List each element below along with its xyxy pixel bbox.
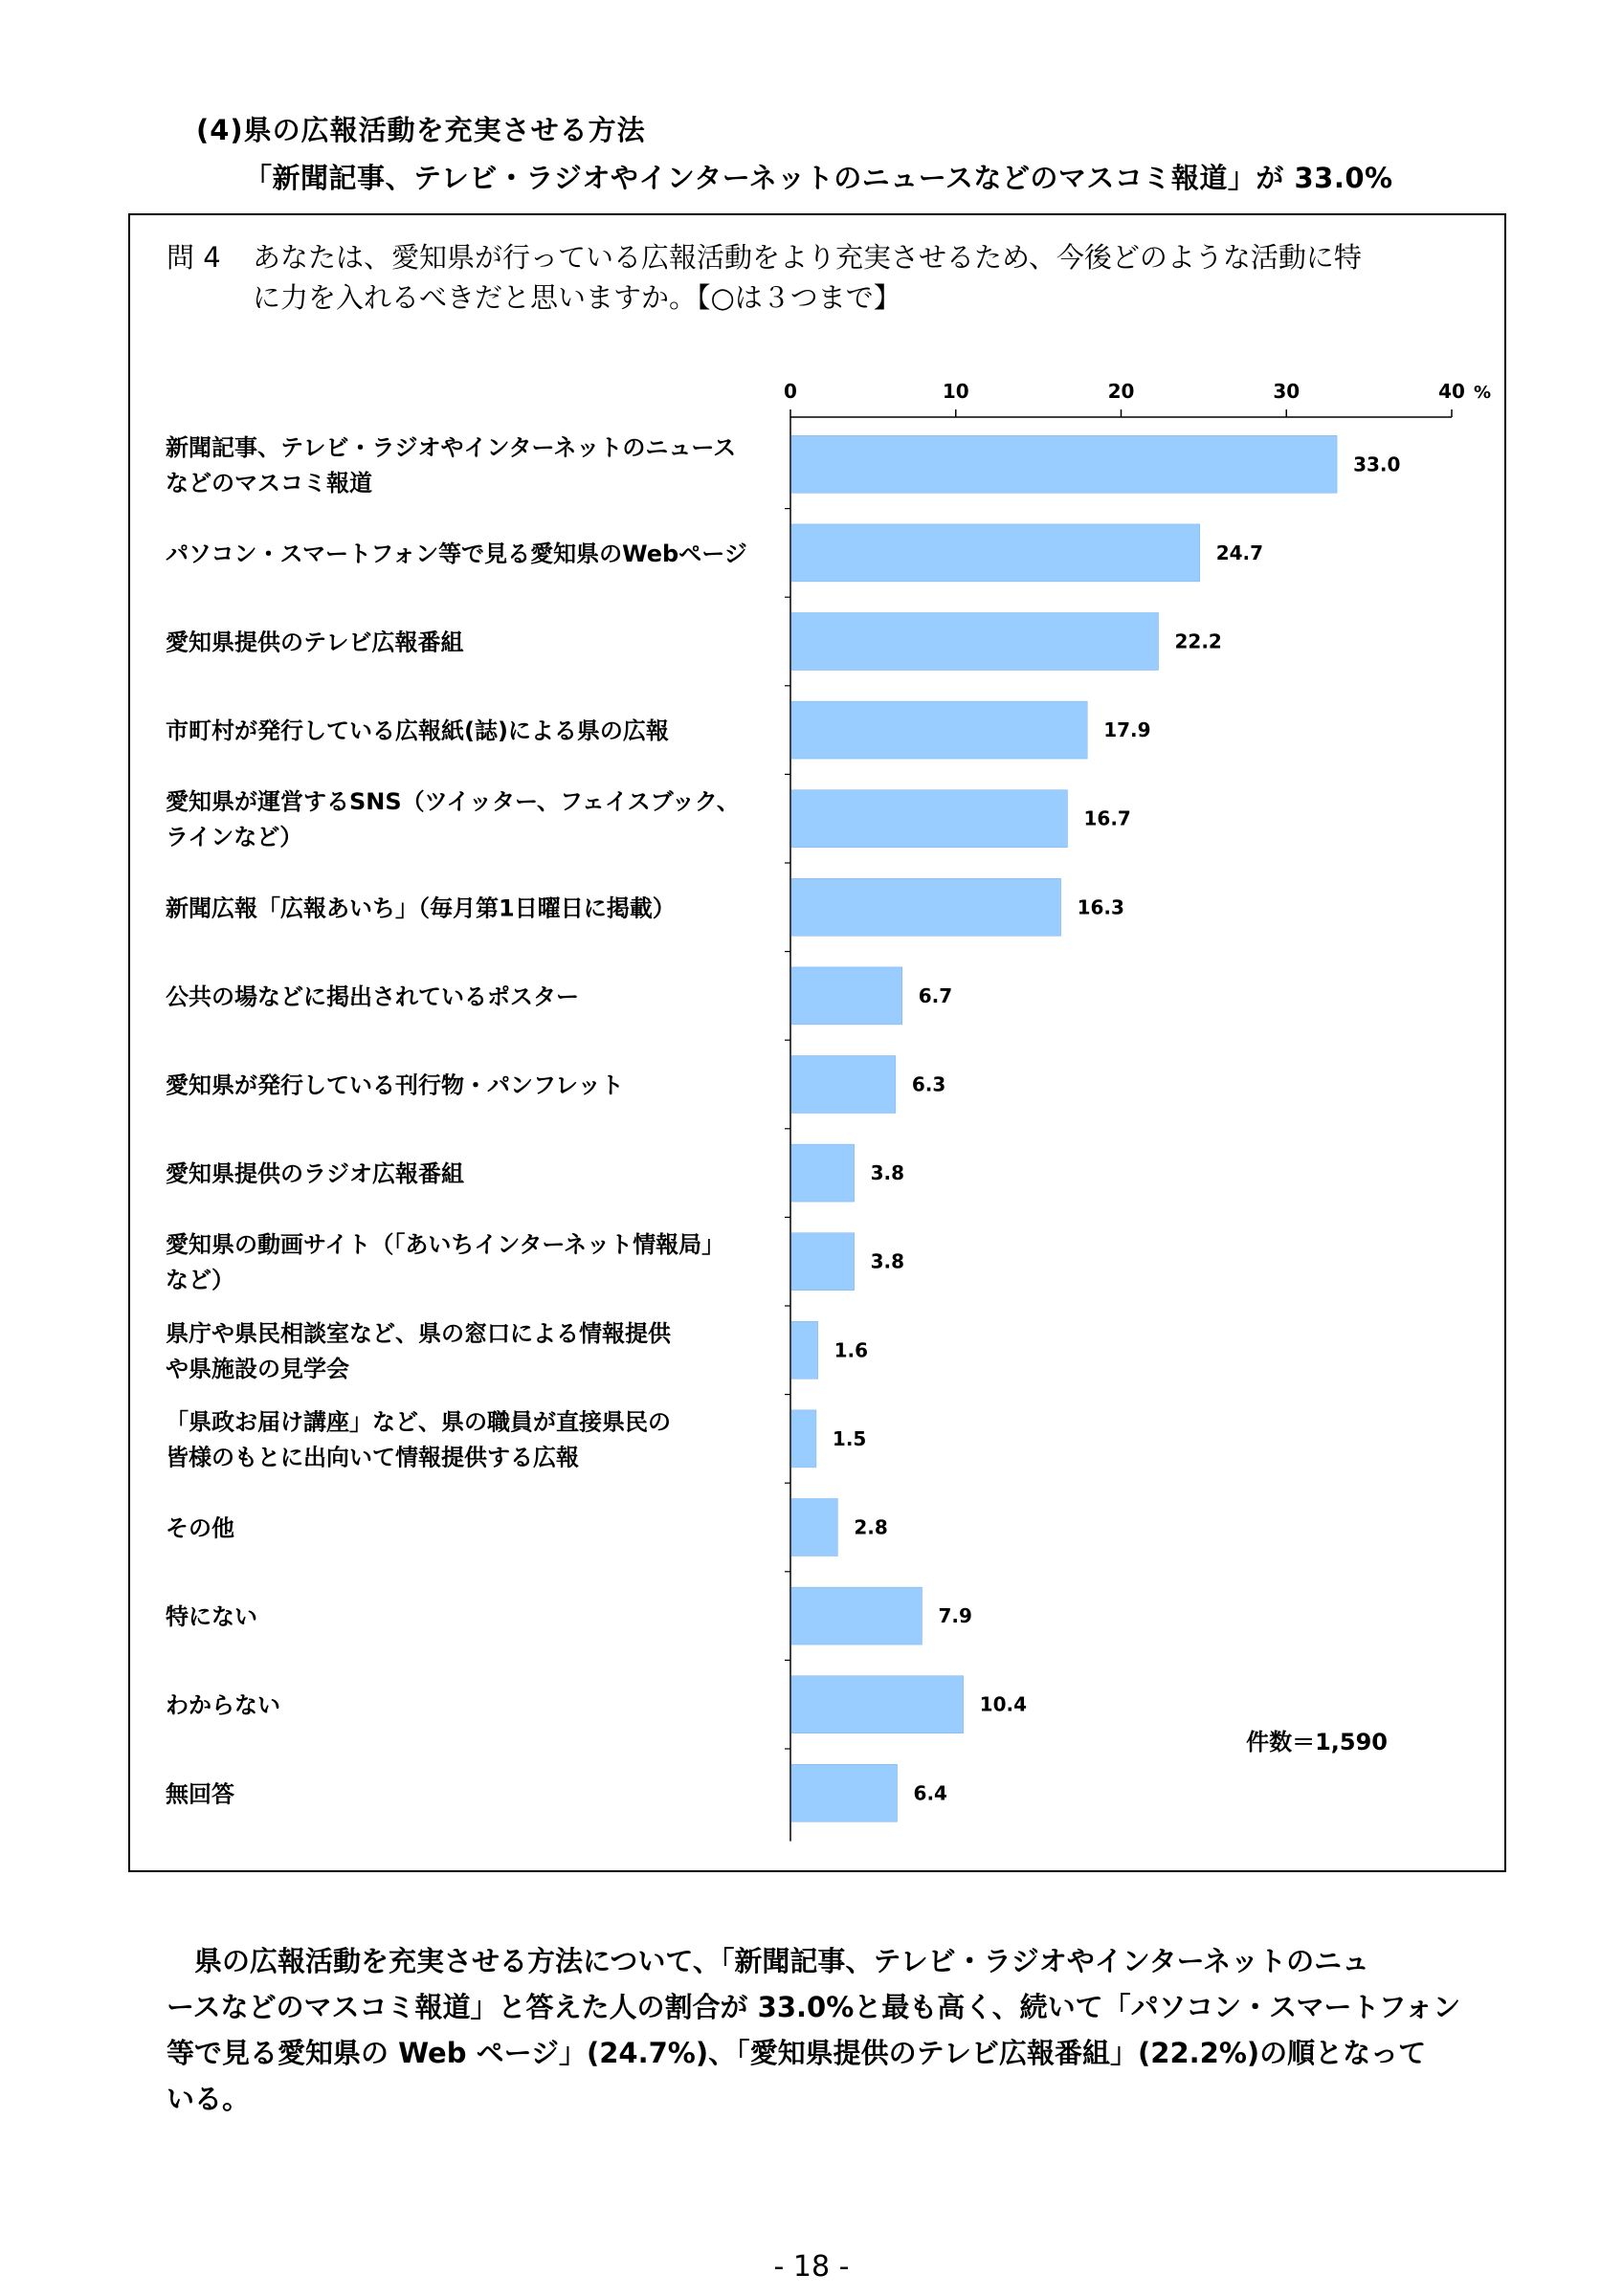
data-label: 6.7 <box>918 983 953 1007</box>
bar <box>791 435 1337 493</box>
bar <box>791 1410 816 1468</box>
question-line-1: あなたは、愛知県が行っている広報活動をより充実させるため、今後どのような活動に特 <box>253 241 1362 274</box>
category-label: 公共の場などに掲出されているポスター <box>166 982 579 1010</box>
data-label: 22.2 <box>1174 629 1222 653</box>
data-label: 16.7 <box>1083 806 1131 830</box>
bar <box>791 1144 855 1202</box>
category-label: 愛知県が発行している刊行物・パンフレット <box>166 1071 624 1099</box>
bar <box>791 701 1087 759</box>
data-label: 33.0 <box>1353 453 1401 476</box>
data-label: 6.4 <box>913 1781 947 1805</box>
data-label: 1.5 <box>832 1426 867 1450</box>
question-number: 問 4 <box>167 241 221 274</box>
category-label: などのマスコミ報道 <box>166 469 372 497</box>
bar <box>791 1056 896 1114</box>
category-label: や県施設の見学会 <box>166 1355 349 1382</box>
bar <box>791 1321 818 1379</box>
bar <box>791 1676 964 1733</box>
category-label: 「県政お届け講座」など、県の職員が直接県民の <box>166 1408 671 1436</box>
data-label: 6.3 <box>911 1072 946 1096</box>
x-tick-label: 40 <box>1438 380 1465 403</box>
x-tick-label: 30 <box>1273 380 1301 403</box>
category-label: 愛知県提供のテレビ広報番組 <box>166 629 464 656</box>
data-label: 17.9 <box>1103 718 1151 742</box>
data-label: 10.4 <box>979 1692 1028 1716</box>
x-tick-label: 20 <box>1107 380 1135 403</box>
bar <box>791 1764 898 1821</box>
category-label: など） <box>166 1267 234 1294</box>
data-label: 3.8 <box>870 1161 905 1185</box>
sample-size-note: 件数＝1,590 <box>1246 1729 1388 1755</box>
bar <box>791 878 1061 936</box>
category-label: その他 <box>166 1514 234 1542</box>
bar <box>791 790 1067 848</box>
category-label: パソコン・スマートフォン等で見る愛知県のWebページ <box>166 540 747 567</box>
category-label: 特にない <box>166 1603 257 1631</box>
data-label: 3.8 <box>870 1249 905 1273</box>
bar <box>791 1233 855 1291</box>
category-label: ラインなど） <box>166 824 303 851</box>
x-tick-label: 10 <box>942 380 969 403</box>
section-title: (4)県の広報活動を充実させる方法 <box>196 114 646 146</box>
page-number: - 18 - <box>773 2250 850 2284</box>
category-label: 愛知県の動画サイト（「あいちインターネット情報局」 <box>166 1231 725 1259</box>
x-axis-unit: % <box>1473 383 1492 403</box>
category-label: 愛知県提供のラジオ広報番組 <box>166 1160 464 1188</box>
category-label: 皆様のもとに出向いて情報提供する広報 <box>166 1444 579 1471</box>
summary-paragraph <box>167 1938 1487 2122</box>
data-label: 1.6 <box>834 1338 869 1362</box>
data-label: 24.7 <box>1215 541 1264 564</box>
data-label: 16.3 <box>1077 895 1124 919</box>
data-label: 7.9 <box>938 1604 972 1628</box>
data-label: 2.8 <box>854 1515 888 1539</box>
category-label: 新聞広報「広報あいち」（毎月第1日曜日に掲載） <box>166 894 676 922</box>
summary-line: いる。 <box>167 2083 251 2115</box>
bar <box>791 613 1159 671</box>
bar <box>791 967 902 1025</box>
summary-line: 等で見る愛知県の Web ページ」(24.7%)、「愛知県提供のテレビ広報番組」(22.2%)の順となって <box>167 2037 1427 2069</box>
summary-line: ースなどのマスコミ報道」と答えた人の割合が 33.0%と最も高く、続いて「パソコン・スマートフォン <box>167 1991 1461 2023</box>
section-subtitle: 「新聞記事、テレビ・ラジオやインターネットのニュースなどのマスコミ報道」が 33.0% <box>244 162 1393 194</box>
bar <box>791 1499 837 1556</box>
category-label: 県庁や県民相談室など、県の窓口による情報提供 <box>166 1319 671 1347</box>
question-line-2: に力を入れるべきだと思いますか。【○は３つまで】 <box>253 281 901 314</box>
category-label: わからない <box>166 1691 280 1719</box>
category-label: 愛知県が運営するSNS（ツイッター、フェイスブック、 <box>166 788 740 816</box>
category-label: 新聞記事、テレビ・ラジオやインターネットのニュース <box>166 433 737 461</box>
summary-line: 県の広報活動を充実させる方法について、「新聞記事、テレビ・ラジオやインターネットのニュ <box>167 1945 1370 1977</box>
category-label: 市町村が発行している広報紙(誌)による県の広報 <box>166 718 669 745</box>
bar <box>791 1587 922 1645</box>
x-tick-label: 0 <box>784 380 797 403</box>
category-label: 無回答 <box>166 1780 234 1808</box>
bar <box>791 524 1200 582</box>
